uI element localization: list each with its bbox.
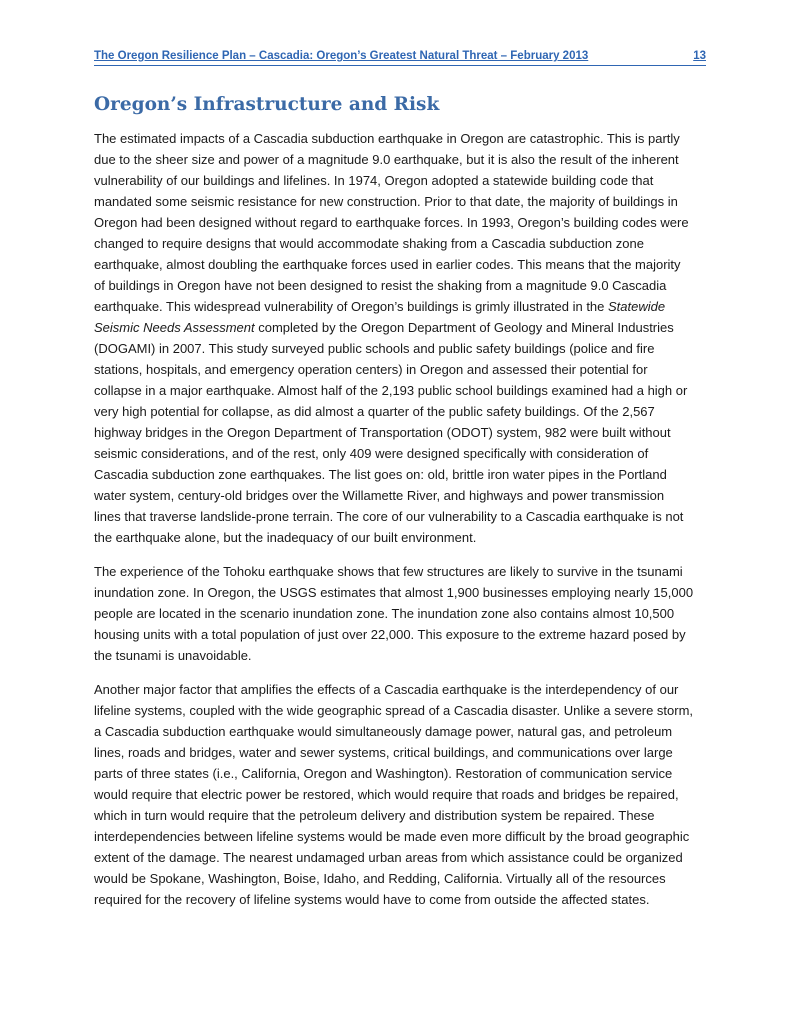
paragraph-lifeline-interdependency: [94, 679, 706, 910]
text-line: due to the sheer size and power of a magnitude 9.0 earthquake, but it is also the result of the inherent: [94, 152, 679, 167]
text-segment: completed by the Oregon Department of Geology and Mineral Industries: [254, 320, 674, 335]
text-line: vulnerability of our buildings and lifelines. In 1974, Oregon adopted a statewide building code that: [94, 173, 654, 188]
paragraph-tsunami-exposure: [94, 561, 706, 666]
text-line: required for the recovery of lifeline systems would have to come from outside the affected states.: [94, 892, 650, 907]
text-line: people are located in the scenario inundation zone. The inundation zone also contains almost 10,500: [94, 606, 675, 621]
text-line: the tsunami is unavoidable.: [94, 648, 252, 663]
running-header: [94, 49, 706, 66]
text-line: parts of three states (i.e., California, Oregon and Washington). Restoration of communication service: [94, 766, 673, 781]
text-line: earthquake, almost doubling the earthquake forces used in earlier codes. This means that the majority: [94, 257, 681, 272]
body-text: [94, 128, 706, 923]
text-line: extent of the damage. The nearest undamaged urban areas from which assistance could be organized: [94, 850, 683, 865]
report-title-italic: Statewide: [608, 299, 666, 314]
text-line: water system, century-old bridges over the Willamette River, and highways and power transmission: [94, 488, 665, 503]
page-number: 13: [693, 50, 706, 62]
text-line: of buildings in Oregon have not been designed to resist the shaking from a magnitude 9.0 Cascadia: [94, 278, 667, 293]
text-line: would be Spokane, Washington, Boise, Idaho, and Redding, California. Virtually all of the resources: [94, 871, 666, 886]
text-line: the earthquake alone, but the inadequacy of our built environment.: [94, 530, 477, 545]
text-line: Oregon had been designed without regard to earthquake forces. In 1993, Oregon’s building codes were: [94, 215, 689, 230]
text-segment: earthquake. This widespread vulnerability of Oregon’s buildings is grimly illustrated in the: [94, 299, 609, 314]
text-line: The estimated impacts of a Cascadia subduction earthquake in Oregon are catastrophic. This is partly: [94, 131, 680, 146]
text-line: lines that traverse landslide-prone terrain. The core of our vulnerability to a Cascadia earthquake is not: [94, 509, 684, 524]
text-line: lifeline systems, coupled with the wide geographic spread of a Cascadia disaster. Unlike a severe storm,: [94, 703, 694, 718]
text-line: [94, 317, 706, 338]
text-line: seismic considerations, and of the rest, only 409 were designed specifically with consideration of: [94, 446, 649, 461]
text-line: Cascadia subduction zone earthquakes. The list goes on: old, brittle iron water pipes in the Portland: [94, 467, 667, 482]
text-line: very high potential for collapse, as did almost a quarter of the public safety buildings. Of the 2,567: [94, 404, 655, 419]
report-title-italic: Seismic Needs Assessment: [94, 320, 255, 335]
text-line: Another major factor that amplifies the effects of a Cascadia earthquake is the interdependency of our: [94, 682, 679, 697]
text-line: [94, 296, 706, 317]
text-line: (DOGAMI) in 2007. This study surveyed public schools and public safety buildings (police and fire: [94, 341, 655, 356]
text-line: housing units with a total population of just over 22,000. This exposure to the extreme hazard posed by: [94, 627, 686, 642]
text-line: mandated some seismic resistance for new construction. Prior to that date, the majority of buildings in: [94, 194, 678, 209]
text-line: The experience of the Tohoku earthquake shows that few structures are likely to survive in the tsunami: [94, 564, 683, 579]
section-heading: Oregon’s Infrastructure and Risk: [94, 94, 440, 115]
header-title: The Oregon Resilience Plan – Cascadia: Oregon’s Greatest Natural Threat – February 2013: [94, 50, 589, 62]
text-line: highway bridges in the Oregon Department of Transportation (ODOT) system, 982 were built without: [94, 425, 671, 440]
text-line: a Cascadia subduction earthquake would simultaneously damage power, natural gas, and petroleum: [94, 724, 673, 739]
text-line: changed to require designs that would accommodate shaking from a Cascadia subduction zone: [94, 236, 644, 251]
text-line: collapse in a major earthquake. Almost half of the 2,193 public school buildings examined had a high or: [94, 383, 688, 398]
text-line: stations, hospitals, and emergency operation centers) in Oregon and assessed their potential for: [94, 362, 648, 377]
paragraph-buildings-risk: [94, 128, 706, 548]
text-line: would require that electric power be restored, which would require that roads and bridges be repaired,: [94, 787, 679, 802]
text-line: inundation zone. In Oregon, the USGS estimates that almost 1,900 businesses employing nearly 15,000: [94, 585, 694, 600]
text-line: lines, roads and bridges, water and sewer systems, critical buildings, and communications over large: [94, 745, 673, 760]
text-line: interdependencies between lifeline systems would be made even more difficult by the broad geographic: [94, 829, 690, 844]
text-line: which in turn would require that the petroleum delivery and distribution system be repaired. These: [94, 808, 655, 823]
